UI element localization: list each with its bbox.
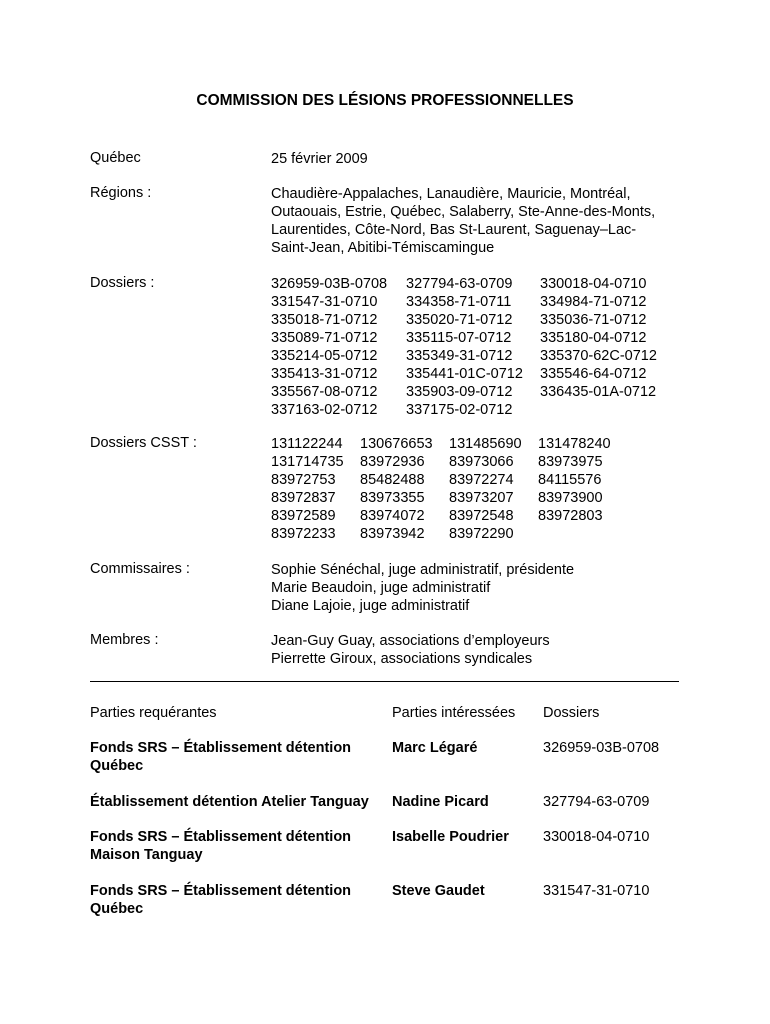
membres-list: [271, 632, 691, 668]
dossiers-label: Dossiers :: [90, 275, 155, 291]
csst-dossier-number: 83972274: [449, 472, 514, 488]
dossier-number: 335370-62C-0712: [540, 348, 657, 364]
dossier-number: 335115-07-0712: [406, 330, 512, 346]
partie-dossier: 326959-03B-0708: [543, 740, 660, 756]
csst-dossier-number: 83973942: [360, 526, 425, 542]
partie-requerante: Établissement détention Atelier Tanguay: [90, 794, 369, 810]
commissaire-line: Marie Beaudoin, juge administratif: [271, 580, 491, 596]
csst-dossier-number: 131714735: [271, 454, 344, 470]
city-label: Québec: [90, 150, 141, 166]
header-dossiers: Dossiers: [543, 705, 600, 721]
dossier-number: 335349-31-0712: [406, 348, 513, 364]
partie-dossier: 330018-04-0710: [543, 829, 650, 845]
partie-interessee: Marc Légaré: [392, 740, 478, 756]
dossier-number: 330018-04-0710: [540, 276, 647, 292]
membre-line: Jean-Guy Guay, associations d’employeurs: [271, 633, 550, 649]
separator-line: [90, 681, 679, 682]
csst-dossier-number: 83973066: [449, 454, 514, 470]
dossier-number: 335441-01C-0712: [406, 366, 523, 382]
csst-dossier-number: 83973207: [449, 490, 514, 506]
dossier-number: 327794-63-0709: [406, 276, 513, 292]
csst-dossier-number: 83973975: [538, 454, 603, 470]
csst-dossier-number: 131122244: [271, 436, 343, 452]
dossier-number: 335567-08-0712: [271, 384, 378, 400]
dossiers-grid: [271, 275, 691, 419]
csst-dossier-number: 83972233: [271, 526, 336, 542]
csst-dossier-number: 84115576: [538, 472, 602, 488]
commissaire-line: Sophie Sénéchal, juge administratif, présidente: [271, 562, 575, 578]
dossier-number: 326959-03B-0708: [271, 276, 388, 292]
header-parties-requerantes: Parties requérantes: [90, 705, 217, 721]
commissaires-label: Commissaires :: [90, 561, 190, 577]
csst-dossier-number: 83972936: [360, 454, 425, 470]
dossier-number: 335413-31-0712: [271, 366, 378, 382]
csst-dossier-number: 83972837: [271, 490, 336, 506]
partie-requerante: Fonds SRS – Établissement détention Québec: [90, 740, 352, 774]
partie-requerante: Fonds SRS – Établissement détention Québec: [90, 883, 352, 917]
csst-dossier-number: 83974072: [360, 508, 425, 524]
csst-dossier-number: 83972753: [271, 472, 336, 488]
dossier-number: 335020-71-0712: [406, 312, 513, 328]
dossier-number: 335903-09-0712: [406, 384, 513, 400]
dossier-number: 335036-71-0712: [540, 312, 647, 328]
partie-interessee: Steve Gaudet: [392, 883, 485, 899]
partie-requerante: Fonds SRS – Établissement détention Maison Tanguay: [90, 829, 352, 863]
dossier-number: 335546-64-0712: [540, 366, 647, 382]
csst-dossier-number: 131485690: [449, 436, 522, 452]
csst-dossier-number: 130676653: [360, 436, 433, 452]
dossier-number: 335214-05-0712: [271, 348, 378, 364]
partie-interessee: Isabelle Poudrier: [392, 829, 509, 845]
membre-line: Pierrette Giroux, associations syndicales: [271, 651, 533, 667]
dossier-number: 334358-71-0711: [406, 294, 512, 310]
document-title: COMMISSION DES LÉSIONS PROFESSIONNELLES: [196, 92, 574, 109]
regions-line: Outaouais, Estrie, Québec, Salaberry, Ste-Anne-des-Monts,: [271, 204, 656, 220]
dossier-number: 337175-02-0712: [406, 402, 513, 418]
commissaire-line: Diane Lajoie, juge administratif: [271, 598, 470, 614]
dossier-number: 335180-04-0712: [540, 330, 647, 346]
header-parties-interessees: Parties intéressées: [392, 705, 516, 721]
decision-date: 25 février 2009: [271, 151, 368, 167]
regions-list: [271, 185, 691, 257]
regions-line: Chaudière-Appalaches, Lanaudière, Mauricie, Montréal,: [271, 186, 631, 202]
dossiers-csst-label: Dossiers CSST :: [90, 435, 197, 451]
dossier-number: 336435-01A-0712: [540, 384, 657, 400]
commissaires-list: [271, 561, 691, 615]
csst-dossier-number: 83973355: [360, 490, 425, 506]
csst-dossier-number: 83972803: [538, 508, 603, 524]
dossier-number: 335018-71-0712: [271, 312, 378, 328]
membres-label: Membres :: [90, 632, 159, 648]
csst-dossier-number: 83972589: [271, 508, 336, 524]
csst-dossier-number: 131478240: [538, 436, 611, 452]
csst-dossier-number: 85482488: [360, 472, 425, 488]
csst-dossier-number: 83972290: [449, 526, 514, 542]
dossiers-csst-grid: [271, 435, 691, 543]
regions-line: Laurentides, Côte-Nord, Bas St-Laurent, Saguenay–Lac-: [271, 222, 637, 238]
regions-line: Saint-Jean, Abitibi-Témiscamingue: [271, 240, 495, 256]
dossier-number: 335089-71-0712: [271, 330, 378, 346]
dossier-number: 331547-31-0710: [271, 294, 378, 310]
dossier-number: 337163-02-0712: [271, 402, 378, 418]
partie-dossier: 331547-31-0710: [543, 883, 650, 899]
regions-label: Régions :: [90, 185, 152, 201]
csst-dossier-number: 83972548: [449, 508, 514, 524]
dossier-number: 334984-71-0712: [540, 294, 647, 310]
partie-interessee: Nadine Picard: [392, 794, 489, 810]
csst-dossier-number: 83973900: [538, 490, 603, 506]
partie-dossier: 327794-63-0709: [543, 794, 650, 810]
